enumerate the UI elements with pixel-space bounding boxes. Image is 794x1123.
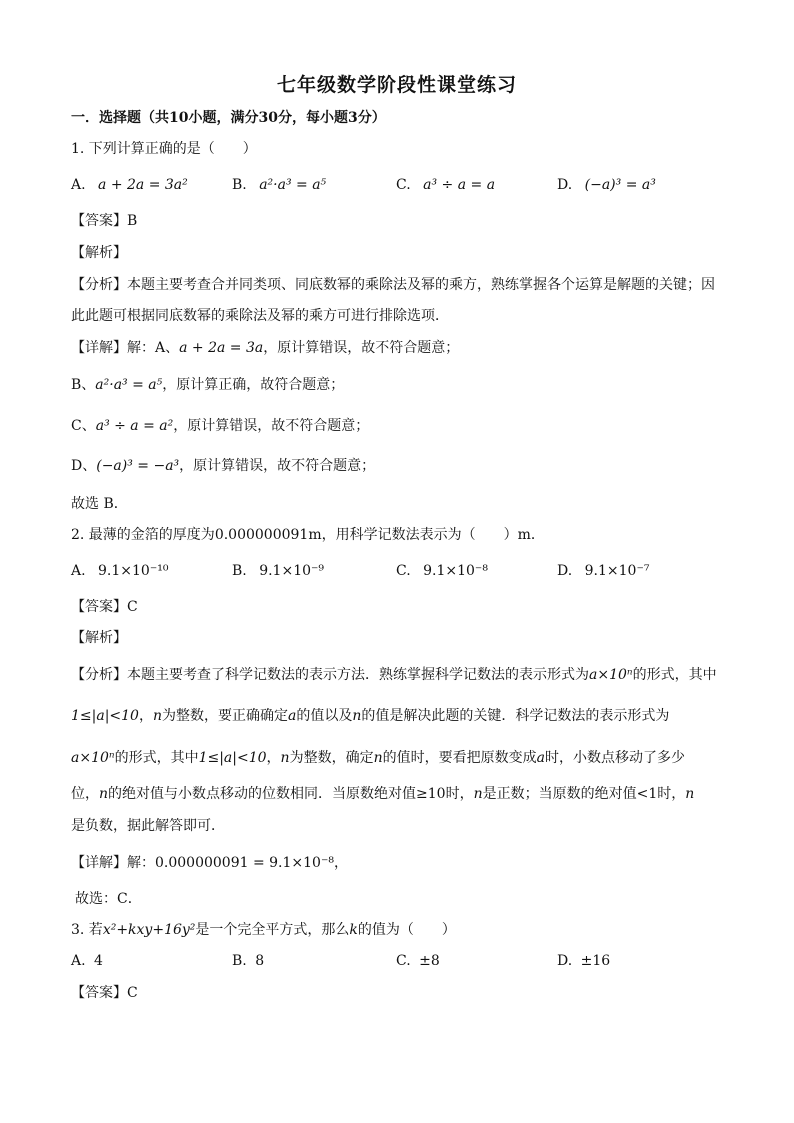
- q1-analysis-line-2: 此此题可根据同底数幂的乘除法及幂的乘方可进行排除选项．: [71, 308, 449, 324]
- q1-detail-c: C、a³ ÷ a = a²，原计算错误，故不符合题意；: [71, 418, 370, 434]
- q2-analysis-line-1: 【分析】本题主要考查了科学记数法的表示方法．熟练掌握科学记数法的表示形式为a×10ⁿ的形式，其中: [71, 667, 717, 683]
- q2-analysis-line-3: a×10ⁿ的形式，其中1≤|a|<10，n为整数，确定n的值时，要看把原数变成a时，小数点移动了多少: [71, 750, 685, 766]
- q1-conclusion: 故选 B．: [71, 496, 128, 512]
- q2-option-d-math: 9.1×10⁻⁷: [584, 563, 650, 579]
- q1-option-b-math: a²·a³ = a⁵: [259, 177, 327, 193]
- q2-analysis-label: 【解析】: [71, 630, 127, 646]
- q1-option-a-math: a + 2a = 3a²: [98, 177, 188, 193]
- q1-option-c: C. a³ ÷ a = a: [396, 177, 496, 193]
- q1-option-a: A. a + 2a = 3a²: [71, 177, 188, 193]
- q1-analysis-line-1: 【分析】本题主要考查合并同类项、同底数幂的乘除法及幂的乘方，熟练掌握各个运算是解题的关键；因: [71, 277, 715, 293]
- q1-detail-d: D、(−a)³ = −a³，原计算错误，故不符合题意；: [71, 458, 376, 474]
- q2-option-a: A. 9.1×10⁻¹⁰: [71, 563, 169, 579]
- question-2-stem: 2. 最薄的金箔的厚度为0.000000091m，用科学记数法表示为（ ）m．: [71, 527, 545, 543]
- q2-option-d: D. 9.1×10⁻⁷: [557, 563, 650, 579]
- q2-analysis-line-4: 位，n的绝对值与小数点移动的位数相同．当原数绝对值≥10时，n是正数；当原数的绝对值<1时，n: [71, 786, 695, 802]
- q2-option-b-math: 9.1×10⁻⁹: [259, 563, 325, 579]
- q2-analysis-line-5: 是负数，据此解答即可．: [71, 818, 225, 834]
- q2-option-c: C. 9.1×10⁻⁸: [396, 563, 488, 579]
- q1-detail-a: 【详解】解：A、a + 2a = 3a，原计算错误，故不符合题意；: [71, 340, 460, 356]
- q2-option-b: B. 9.1×10⁻⁹: [232, 563, 325, 579]
- q1-option-d-math: (−a)³ = a³: [584, 177, 656, 193]
- question-3-stem: 3. 若x²+kxy+16y²是一个完全平方式，那么k的值为（ ）: [71, 922, 456, 938]
- q2-detail: 【详解】解：0.000000091 = 9.1×10⁻⁸，: [71, 855, 348, 871]
- q3-option-a: A. 4: [71, 953, 103, 969]
- q1-analysis-label: 【解析】: [71, 245, 127, 261]
- q3-answer: 【答案】C: [71, 985, 138, 1001]
- q1-option-b: B. a²·a³ = a⁵: [232, 177, 327, 193]
- q2-answer: 【答案】C: [71, 599, 138, 615]
- q3-option-b: B. 8: [232, 953, 265, 969]
- q1-detail-b: B、a²·a³ = a⁵，原计算正确，故符合题意；: [71, 377, 345, 393]
- q2-option-c-math: 9.1×10⁻⁸: [423, 563, 488, 579]
- q2-option-a-math: 9.1×10⁻¹⁰: [98, 563, 169, 579]
- q3-option-c: C. ±8: [396, 953, 440, 969]
- q1-option-d: D. (−a)³ = a³: [557, 177, 656, 193]
- q1-option-c-math: a³ ÷ a = a: [423, 177, 496, 193]
- section-heading: 一．选择题（共10小题，满分30分，每小题3分）: [71, 110, 386, 126]
- q3-option-d: D. ±16: [557, 953, 611, 969]
- q1-answer: 【答案】B: [71, 213, 138, 229]
- page-title: 七年级数学阶段性课堂练习: [276, 74, 517, 96]
- q2-conclusion: 故选：C．: [75, 891, 142, 907]
- q2-analysis-line-2: 1≤|a|<10，n为整数，要正确确定a的值以及n的值是解决此题的关键．科学记数法的表示形式为: [71, 708, 670, 724]
- question-1-stem: 1. 下列计算正确的是（ ）: [71, 141, 257, 157]
